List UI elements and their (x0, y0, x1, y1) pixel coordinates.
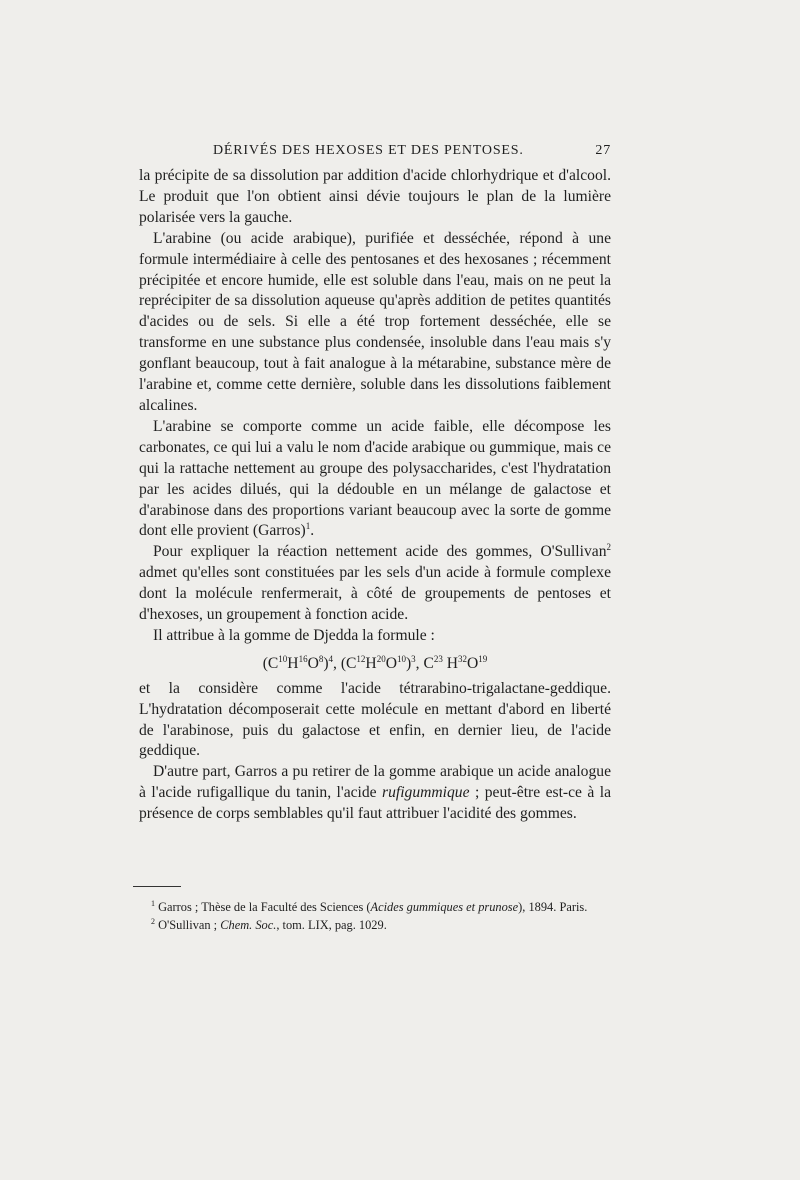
formula-part: , C (415, 654, 434, 672)
footnote-1-italic: Acides gummiques et prunose (370, 900, 519, 914)
formula-part: H (365, 654, 377, 672)
formula-sup: 20 (376, 653, 386, 664)
formula-sup: 19 (478, 653, 488, 664)
running-title: DÉRIVÉS DES HEXOSES ET DES PENTOSES. (213, 143, 524, 158)
formula-sup: 32 (458, 653, 468, 664)
paragraph-2: L'arabine (ou acide arabique), purifiée et desséchée, répond à une formule intermédiaire à celle des pentosanes et des hexosanes ; récemment précipitée et encore humide, elle est soluble dans l'eau, mais on ne peut la reprécipiter de sa dissolution aqueuse qu'après addition de petites quantités d'acides ou de sels. Si elle a été trop fortement desséchée, elle se transforme en une substance plus condensée, insoluble dans l'eau mais s'y gonflant beaucoup, tout à fait analogue à la métarabine, substance mère de l'arabine et, comme cette dernière, soluble dans les dissolutions faiblement alcalines. (139, 229, 611, 414)
paragraph-4-text-a: Pour expliquer la réaction nettement acide des gommes, O'Sullivan (153, 543, 607, 561)
paragraph-7-text-b: ; peut-être est-ce à la présence de corps semblables qu'il faut attribuer l'acidité des gommes. (139, 784, 611, 823)
footnote-2 (139, 916, 611, 934)
formula-part: , (C (333, 654, 357, 672)
footnote-1-text-b: ), 1894. Paris. (518, 900, 588, 914)
footnote-1-text-a: Garros ; Thèse de la Faculté des Sciences ( (155, 900, 371, 914)
running-header (139, 140, 611, 162)
formula-part: H (442, 654, 459, 672)
footnote-mark-2: 2 (151, 916, 155, 926)
formula-part: (C (262, 654, 279, 672)
formula-part: ) (405, 654, 412, 672)
paragraph-6: et la considère comme l'acide tétrarabino-trigalactane-geddique. L'hydratation décomposerait cette molécule en mettant d'abord en liberté de l'arabinose, puis du galactose et enfin, en dernier lieu, de l'acide geddique. (139, 679, 611, 760)
formula-sup: 12 (356, 653, 366, 664)
footnote-2-text-b: , tom. LIX, pag. 1029. (276, 918, 387, 932)
formula-sup: 8 (318, 653, 324, 664)
paragraph-7 (139, 762, 611, 825)
formula-part: ) (323, 654, 329, 672)
formula-sup: 3 (411, 653, 416, 664)
footnote-2-text-a: O'Sullivan ; (155, 918, 221, 932)
chemical-formula (139, 654, 611, 675)
paragraph-3-text: L'arabine se comporte comme un acide faible, elle décompose les carbonates, ce qui lui a valu le nom d'acide arabique ou gummique, mais ce qui la rattache nettement au groupe des polysaccharides, c'est l'hydratation par les acides dilués, qui la dédouble en un mélange de galactose et d'arabinose dans des proportions variant beaucoup avec la sorte de gomme dont elle provient (Garros) (139, 417, 611, 540)
paragraph-7-italic: rufigummique (382, 784, 470, 802)
footnote-1 (139, 898, 611, 916)
formula-part: O (467, 654, 479, 672)
formula-sup: 4 (328, 653, 334, 664)
formula-sup: 10 (278, 653, 288, 664)
paragraph-4-text-b: admet qu'elles sont constituées par les sels d'un acide à formule complexe dont la molécule renfermerait, à côté de groupements de pentoses et d'hexoses, un groupement à fonction acide. (139, 564, 611, 624)
paragraph-5: Il attribue à la gomme de Djedda la formule : (153, 626, 435, 644)
formula-sup: 23 (433, 653, 443, 664)
formula-part: O (385, 654, 397, 672)
footnote-mark-1: 1 (151, 898, 155, 908)
formula-sup: 10 (396, 653, 406, 664)
formula-part: H (287, 654, 299, 672)
paragraph-7-text-a: D'autre part, Garros a pu retirer de la gomme arabique un acide analogue à l'acide rufigallique du tanin, l'acide (139, 763, 611, 802)
formula-part: O (307, 654, 319, 672)
page-number: 27 (595, 143, 611, 158)
paragraph-3 (139, 417, 611, 542)
paragraph-4 (139, 542, 611, 626)
body-text (139, 166, 611, 825)
formula-sup: 16 (298, 653, 308, 664)
footnote-ref-2: 2 (606, 542, 611, 553)
paragraph-1: la précipite de sa dissolution par addition d'acide chlorhydrique et d'alcool. Le produit que l'on obtient ainsi dévie toujours le plan de la lumière polarisée vers la gauche. (139, 167, 611, 226)
footnote-ref-1: 1 (305, 521, 311, 532)
footnote-divider (133, 886, 181, 887)
paragraph-3-end: . (310, 522, 315, 540)
footnotes (139, 898, 611, 934)
footnote-2-italic: Chem. Soc. (220, 918, 277, 932)
